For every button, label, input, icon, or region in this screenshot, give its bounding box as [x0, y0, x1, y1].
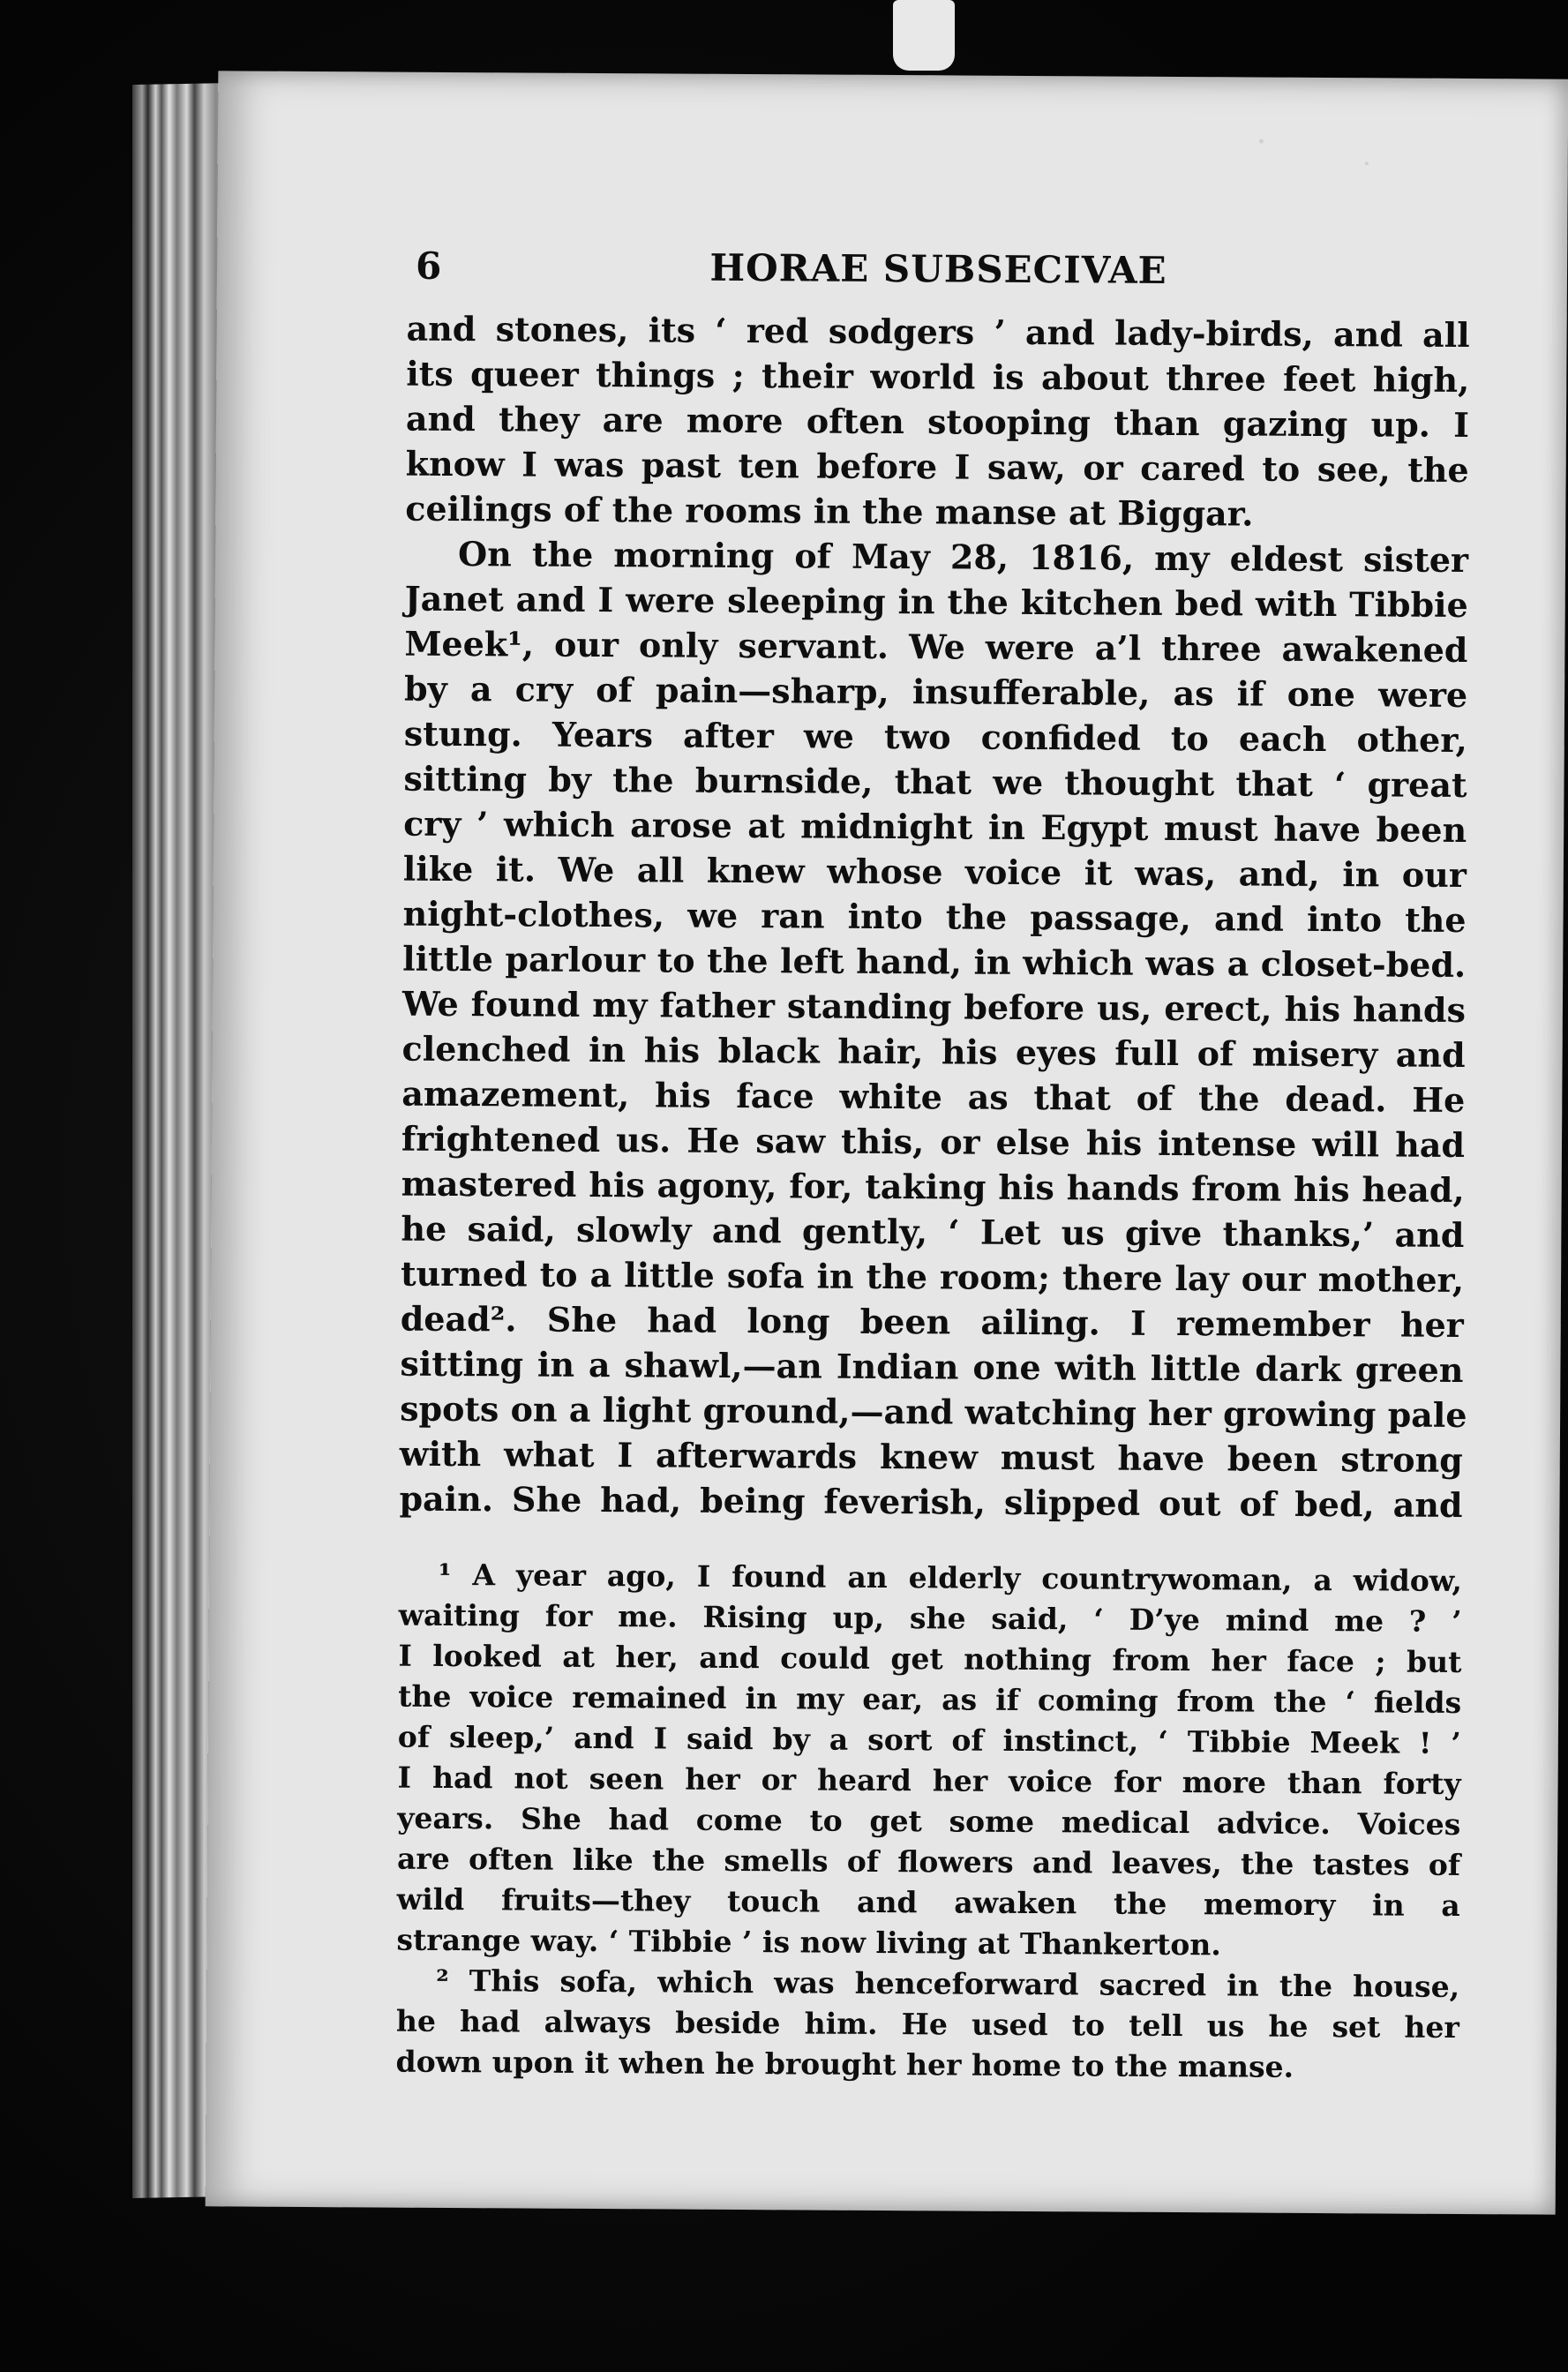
- footnote-line: strange way. ‘ Tibbie ’ is now living at Thankerton.: [396, 1922, 1221, 1963]
- body-line: frightened us. He saw this, or else his intense will had: [401, 1118, 1466, 1166]
- footnote-line: of sleep,’ and I said by a sort of instinct, ‘ Tibbie Meek ! ’: [397, 1719, 1461, 1760]
- body-line: amazement, his face white as that of the dead. He: [401, 1073, 1466, 1121]
- body-line: by a cry of pain—sharp, insufferable, as if one were: [403, 668, 1468, 716]
- footnote-line: are often like the smells of flowers and leaves, the tastes of: [396, 1841, 1461, 1882]
- running-title: HORAE SUBSECIVAE: [709, 245, 1167, 292]
- body-line: he said, slowly and gently, ‘ Let us give thanks,’ and: [401, 1208, 1465, 1255]
- book-page: [206, 71, 1568, 2214]
- body-line: ceilings of the rooms in the manse at Biggar.: [405, 488, 1254, 534]
- body-line: like it. We all knew whose voice it was, and, in our: [402, 848, 1467, 896]
- footnotes: [395, 1555, 1462, 2089]
- body-line: pain. She had, being feverish, slipped out of bed, and: [399, 1478, 1463, 1525]
- page-content: [395, 244, 1470, 2089]
- body-line: night-clothes, we ran into the passage, and into the: [402, 893, 1467, 941]
- footnote-line: ² This sofa, which was henceforward sacred in the house,: [436, 1963, 1460, 2004]
- body-line: and stones, its ‘ red sodgers ’ and lady-birds, and all: [406, 308, 1470, 356]
- footnote-line: waiting for me. Rising up, she said, ‘ D’ye mind me ? ’: [398, 1597, 1462, 1639]
- body-line: with what I afterwards knew must have been strong: [399, 1433, 1463, 1480]
- body-line: Meek¹, our only servant. We were a’l three awakened: [404, 623, 1468, 671]
- footnote-line: he had always beside him. He used to tell us he set her: [395, 2003, 1460, 2045]
- body-line: turned to a little sofa in the room; there lay our mother,: [400, 1253, 1465, 1300]
- body-line: We found my father standing before us, erect, his hands: [401, 983, 1467, 1031]
- body-line: its queer things ; their world is about three feet high,: [406, 353, 1470, 401]
- body-line: stung. Years after we two confided to each other,: [403, 713, 1467, 761]
- footnote-line: I had not seen her or heard her voice for more than forty: [397, 1760, 1461, 1801]
- body-line: dead². She had long been ailing. I remember her: [400, 1298, 1464, 1345]
- running-head: [407, 244, 1470, 312]
- footnote-line: wild fruits—they touch and awaken the memory in a: [396, 1881, 1460, 1923]
- footnote-line: ¹ A year ago, I found an elderly countrywoman, a widow,: [438, 1557, 1463, 1598]
- body-line: clenched in his black hair, his eyes full of misery and: [401, 1028, 1466, 1076]
- footnote-line: I looked at her, and could get nothing from her face ; but: [398, 1638, 1462, 1679]
- body-line: know I was past ten before I saw, or cared to see, the: [405, 443, 1469, 491]
- footnote-line: down upon it when he brought her home to the manse.: [395, 2044, 1294, 2084]
- body-line: little parlour to the left hand, in which was a closet-bed.: [402, 938, 1467, 986]
- footnote-line: the voice remained in my ear, as if coming from the ‘ fields: [398, 1678, 1462, 1720]
- body-line: sitting in a shawl,—an Indian one with little dark green: [400, 1343, 1464, 1390]
- body-line: sitting by the burnside, that we thought that ‘ great: [403, 758, 1467, 806]
- paper-speck: [1259, 139, 1264, 144]
- body-line: and they are more often stooping than gazing up. I: [405, 398, 1470, 446]
- footnote-line: years. She had come to get some medical advice. Voices: [397, 1800, 1461, 1842]
- body-line: Janet and I were sleeping in the kitchen bed with Tibbie: [404, 578, 1468, 626]
- body-line: mastered his agony, for, taking his hands from his head,: [401, 1163, 1465, 1210]
- page-number: 6: [415, 244, 442, 288]
- body-line: spots on a light ground,—and watching her growing pale: [400, 1388, 1467, 1436]
- paper-speck: [1365, 161, 1369, 165]
- body-line: cry ’ which arose at midnight in Egypt must have been: [403, 803, 1467, 851]
- scan-artifact: [893, 0, 955, 71]
- body-text: [399, 306, 1469, 1528]
- body-line: On the morning of May 28, 1816, my eldest sister: [457, 534, 1469, 581]
